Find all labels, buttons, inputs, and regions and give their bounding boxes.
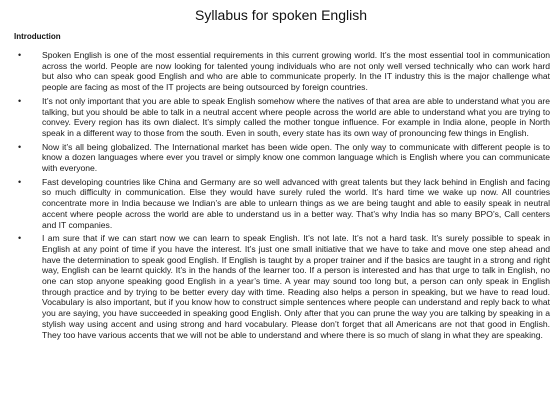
bullet-paragraph-3 <box>12 142 550 174</box>
paragraph-text: It’s not only important that you are able to speak English somehow where the natives of that area are able to understand what you are talking, but you should be able to talk in a neutral accent where people across the world are able to understand what you are trying to convey. Every region has its own dialect. It’s simply called the mother tongue influence. For example in India alone, people in North speak in a different way to those from the south. Even in south, every state has its own way of pronouncing few things in English. <box>42 95 550 138</box>
bullet-icon: • <box>18 95 22 106</box>
bullet-paragraph-2 <box>12 96 550 139</box>
paragraph-text: Spoken English is one of the most essential requirements in this current growing world. It’s the most essential tool in communication across the world. People are now looking for talented young individuals who are not only well versed technically who can work hard but also who can speak good English and who are able to communicate properly. In the IT industry this is the major challenge what people are facing as most of the IT projects are being outsourced by foreign countries. <box>42 50 550 93</box>
bullet-icon: • <box>18 141 22 152</box>
bullet-paragraph-5 <box>12 233 550 340</box>
section-heading: Introduction <box>14 32 61 41</box>
bullet-icon: • <box>18 176 22 187</box>
bullet-icon: • <box>18 50 22 60</box>
bullet-paragraph-4 <box>12 177 550 231</box>
bullet-list <box>12 50 550 340</box>
paragraph-text: Fast developing countries like China and Germany are so well advanced with great talents but they lack behind in English and facing so much difficulty in communication. Else they would have surely ruled the world. It’s hard time we wake up now. All countries concentrate more in India because we Indian’s are able to unlearn things as we are being taught and able to easily speak in neutral accent where people across the world are able to understand us in a better way. That’s why India has so many BPO’s, Call centers and IT companies. <box>42 176 550 230</box>
bullet-paragraph-1 <box>12 50 550 93</box>
bullet-icon: • <box>18 233 22 244</box>
paragraph-text: Now it’s all being globalized. The International market has been wide open. The only way to communicate with different people is to know a dozen languages where ever you travel or simply know one common language which is English where you can communicate with everyone. <box>42 141 550 174</box>
paragraph-text: I am sure that if we can start now we can learn to speak English. It’s not late. It’s not a hard task. It’s surely possible to speak in English at any point of time if you have the interest. It’s just one small initiative that we have to take and move one step ahead and have the determination to speak good English. If English is taught by a proper trainer and if the basics are taught in a strong and right way, English can be learnt quickly. It’s in the hands of the learner too. If a person is interested and has that urge to talk in English, no one can stop anyone speaking good English in a year’s time. A year may sound too long but, a person can only speak in English through practice and by trying to be better every day with time. Reading also helps a person in speaking, but we have to read loud. Vocabulary is also important, but if you know how to construct simple sentences where people can understand and reply back to what you are saying, you have succeeded in speaking good English. Only after that you can prune the way you are talking by speaking in a stylish way using accent and using strong and hard vocabulary. Please don’t forget that all Americans are not that good in English. They too have various accents that we will not be able to understand and where there is so much of slang in what they are speaking. <box>42 233 550 340</box>
page-title: Syllabus for spoken English <box>195 7 367 23</box>
